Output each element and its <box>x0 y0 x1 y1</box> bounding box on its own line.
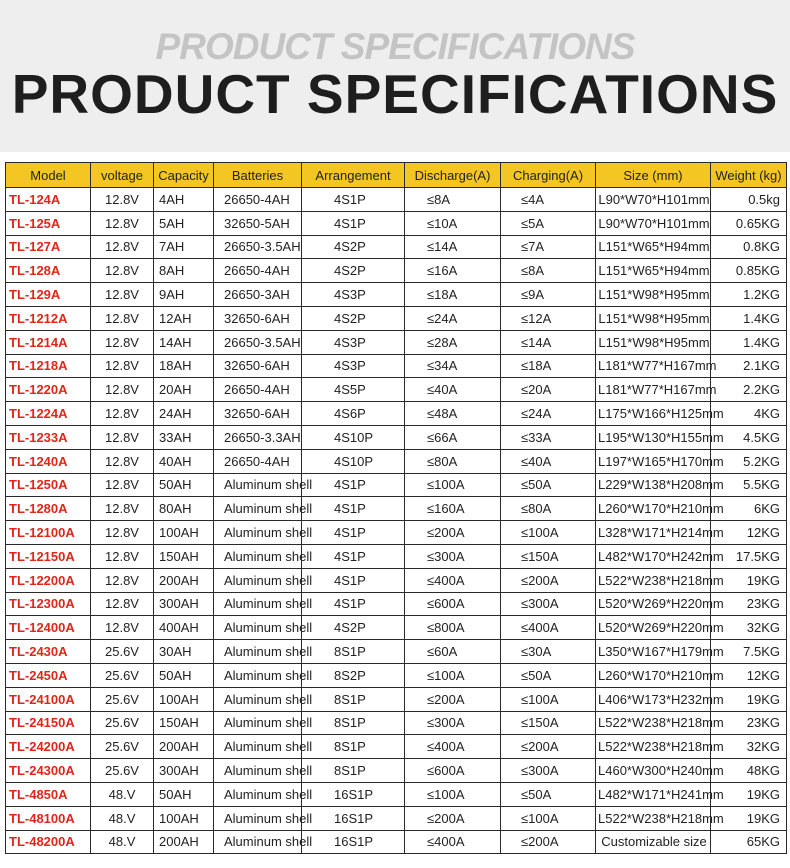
cell-batteries: Aluminum shell <box>214 735 302 759</box>
cell-discharge: ≤60A <box>405 640 501 664</box>
cell-voltage: 25.6V <box>91 663 154 687</box>
cell-charging: ≤300A <box>501 592 596 616</box>
cell-voltage: 12.8V <box>91 306 154 330</box>
cell-weight: 7.5KG <box>711 640 787 664</box>
cell-arrangement: 8S1P <box>302 735 405 759</box>
cell-capacity: 30AH <box>154 640 214 664</box>
table-row <box>6 735 787 759</box>
cell-voltage: 12.8V <box>91 211 154 235</box>
cell-discharge: ≤200A <box>405 687 501 711</box>
cell-size: L151*W98*H95mm <box>596 283 711 307</box>
column-header-arrangement: Arrangement <box>302 163 405 188</box>
cell-arrangement: 4S2P <box>302 616 405 640</box>
cell-weight: 0.8KG <box>711 235 787 259</box>
cell-arrangement: 4S5P <box>302 378 405 402</box>
table-row <box>6 687 787 711</box>
cell-model: TL-1214A <box>6 330 91 354</box>
cell-charging: ≤100A <box>501 806 596 830</box>
cell-voltage: 25.6V <box>91 687 154 711</box>
cell-capacity: 100AH <box>154 806 214 830</box>
cell-capacity: 300AH <box>154 592 214 616</box>
column-header-voltage: voltage <box>91 163 154 188</box>
table-row <box>6 211 787 235</box>
cell-size: Customizable size <box>596 830 711 854</box>
cell-size: L151*W65*H94mm <box>596 235 711 259</box>
cell-arrangement: 8S2P <box>302 663 405 687</box>
column-header-size: Size (mm) <box>596 163 711 188</box>
cell-model: TL-1233A <box>6 425 91 449</box>
cell-weight: 0.65KG <box>711 211 787 235</box>
cell-model: TL-124A <box>6 188 91 212</box>
cell-charging: ≤7A <box>501 235 596 259</box>
cell-capacity: 100AH <box>154 521 214 545</box>
cell-weight: 2.1KG <box>711 354 787 378</box>
cell-charging: ≤50A <box>501 782 596 806</box>
table-row <box>6 449 787 473</box>
column-header-capacity: Capacity <box>154 163 214 188</box>
cell-batteries: Aluminum shell <box>214 759 302 783</box>
cell-size: L260*W170*H210mm <box>596 663 711 687</box>
cell-arrangement: 4S10P <box>302 425 405 449</box>
table-row <box>6 188 787 212</box>
cell-discharge: ≤400A <box>405 568 501 592</box>
cell-batteries: Aluminum shell <box>214 663 302 687</box>
cell-size: L328*W171*H214mm <box>596 521 711 545</box>
cell-weight: 0.5kg <box>711 188 787 212</box>
cell-arrangement: 16S1P <box>302 830 405 854</box>
cell-discharge: ≤300A <box>405 544 501 568</box>
table-row <box>6 425 787 449</box>
cell-capacity: 300AH <box>154 759 214 783</box>
cell-arrangement: 4S1P <box>302 592 405 616</box>
cell-discharge: ≤100A <box>405 663 501 687</box>
cell-capacity: 200AH <box>154 830 214 854</box>
cell-weight: 19KG <box>711 568 787 592</box>
title-banner <box>0 0 790 152</box>
cell-discharge: ≤200A <box>405 521 501 545</box>
cell-discharge: ≤160A <box>405 497 501 521</box>
cell-charging: ≤9A <box>501 283 596 307</box>
cell-capacity: 24AH <box>154 402 214 426</box>
cell-arrangement: 4S1P <box>302 568 405 592</box>
cell-arrangement: 4S1P <box>302 473 405 497</box>
cell-discharge: ≤14A <box>405 235 501 259</box>
cell-size: L522*W238*H218mm <box>596 711 711 735</box>
table-row <box>6 283 787 307</box>
cell-model: TL-24100A <box>6 687 91 711</box>
cell-discharge: ≤400A <box>405 830 501 854</box>
cell-discharge: ≤300A <box>405 711 501 735</box>
cell-model: TL-1240A <box>6 449 91 473</box>
cell-size: L151*W98*H95mm <box>596 306 711 330</box>
cell-charging: ≤30A <box>501 640 596 664</box>
cell-voltage: 12.8V <box>91 616 154 640</box>
cell-batteries: Aluminum shell <box>214 616 302 640</box>
cell-arrangement: 4S2P <box>302 235 405 259</box>
cell-discharge: ≤24A <box>405 306 501 330</box>
cell-discharge: ≤18A <box>405 283 501 307</box>
cell-batteries: Aluminum shell <box>214 521 302 545</box>
cell-size: L260*W170*H210mm <box>596 497 711 521</box>
cell-discharge: ≤100A <box>405 782 501 806</box>
cell-voltage: 12.8V <box>91 378 154 402</box>
cell-weight: 0.85KG <box>711 259 787 283</box>
cell-charging: ≤18A <box>501 354 596 378</box>
cell-weight: 32KG <box>711 616 787 640</box>
cell-model: TL-12100A <box>6 521 91 545</box>
cell-weight: 5.2KG <box>711 449 787 473</box>
cell-arrangement: 16S1P <box>302 782 405 806</box>
cell-charging: ≤12A <box>501 306 596 330</box>
cell-model: TL-1218A <box>6 354 91 378</box>
cell-size: L151*W98*H95mm <box>596 330 711 354</box>
cell-model: TL-127A <box>6 235 91 259</box>
table-row <box>6 306 787 330</box>
cell-model: TL-2450A <box>6 663 91 687</box>
cell-batteries: 26650-3.5AH <box>214 235 302 259</box>
table-row <box>6 497 787 521</box>
cell-arrangement: 8S1P <box>302 687 405 711</box>
table-body <box>6 188 787 854</box>
cell-capacity: 150AH <box>154 544 214 568</box>
cell-size: L181*W77*H167mm <box>596 354 711 378</box>
cell-arrangement: 8S1P <box>302 711 405 735</box>
cell-size: L522*W238*H218mm <box>596 806 711 830</box>
cell-voltage: 12.8V <box>91 568 154 592</box>
cell-batteries: Aluminum shell <box>214 687 302 711</box>
cell-arrangement: 4S3P <box>302 330 405 354</box>
cell-weight: 23KG <box>711 592 787 616</box>
cell-charging: ≤40A <box>501 449 596 473</box>
cell-voltage: 12.8V <box>91 449 154 473</box>
cell-batteries: 26650-3AH <box>214 283 302 307</box>
cell-arrangement: 8S1P <box>302 640 405 664</box>
cell-model: TL-48100A <box>6 806 91 830</box>
cell-weight: 1.4KG <box>711 306 787 330</box>
cell-weight: 1.2KG <box>711 283 787 307</box>
cell-batteries: 26650-3.3AH <box>214 425 302 449</box>
cell-capacity: 200AH <box>154 735 214 759</box>
cell-weight: 4.5KG <box>711 425 787 449</box>
cell-capacity: 5AH <box>154 211 214 235</box>
table-row <box>6 402 787 426</box>
cell-batteries: Aluminum shell <box>214 640 302 664</box>
cell-arrangement: 4S1P <box>302 544 405 568</box>
cell-charging: ≤33A <box>501 425 596 449</box>
cell-model: TL-24200A <box>6 735 91 759</box>
cell-weight: 48KG <box>711 759 787 783</box>
cell-voltage: 12.8V <box>91 544 154 568</box>
cell-charging: ≤8A <box>501 259 596 283</box>
cell-model: TL-24300A <box>6 759 91 783</box>
cell-discharge: ≤48A <box>405 402 501 426</box>
table-row <box>6 235 787 259</box>
spec-table <box>5 162 787 854</box>
cell-arrangement: 4S2P <box>302 306 405 330</box>
cell-model: TL-12300A <box>6 592 91 616</box>
cell-discharge: ≤10A <box>405 211 501 235</box>
cell-discharge: ≤8A <box>405 188 501 212</box>
cell-capacity: 20AH <box>154 378 214 402</box>
cell-arrangement: 16S1P <box>302 806 405 830</box>
cell-model: TL-1280A <box>6 497 91 521</box>
cell-size: L195*W130*H155mm <box>596 425 711 449</box>
table-row <box>6 711 787 735</box>
cell-voltage: 48.V <box>91 830 154 854</box>
table-row <box>6 259 787 283</box>
cell-discharge: ≤40A <box>405 378 501 402</box>
cell-model: TL-24150A <box>6 711 91 735</box>
cell-charging: ≤100A <box>501 521 596 545</box>
cell-capacity: 400AH <box>154 616 214 640</box>
cell-discharge: ≤80A <box>405 449 501 473</box>
cell-model: TL-1224A <box>6 402 91 426</box>
cell-voltage: 12.8V <box>91 497 154 521</box>
cell-batteries: 26650-4AH <box>214 259 302 283</box>
cell-size: L460*W300*H240mm <box>596 759 711 783</box>
cell-batteries: Aluminum shell <box>214 711 302 735</box>
cell-weight: 12KG <box>711 521 787 545</box>
cell-model: TL-4850A <box>6 782 91 806</box>
cell-voltage: 25.6V <box>91 735 154 759</box>
cell-voltage: 48.V <box>91 782 154 806</box>
cell-size: L151*W65*H94mm <box>596 259 711 283</box>
table-row <box>6 378 787 402</box>
cell-model: TL-1250A <box>6 473 91 497</box>
cell-batteries: 32650-5AH <box>214 211 302 235</box>
cell-size: L175*W166*H125mm <box>596 402 711 426</box>
cell-voltage: 48.V <box>91 806 154 830</box>
cell-size: L197*W165*H170mm <box>596 449 711 473</box>
column-header-batteries: Batteries <box>214 163 302 188</box>
cell-voltage: 12.8V <box>91 188 154 212</box>
cell-capacity: 33AH <box>154 425 214 449</box>
cell-voltage: 12.8V <box>91 235 154 259</box>
table-header-row <box>6 163 787 188</box>
table-row <box>6 616 787 640</box>
cell-size: L350*W167*H179mm <box>596 640 711 664</box>
cell-charging: ≤50A <box>501 473 596 497</box>
cell-arrangement: 4S6P <box>302 402 405 426</box>
cell-batteries: Aluminum shell <box>214 497 302 521</box>
cell-arrangement: 8S1P <box>302 759 405 783</box>
ghost-title: PRODUCT SPECIFICATIONS <box>155 26 635 67</box>
cell-size: L520*W269*H220mm <box>596 616 711 640</box>
cell-discharge: ≤400A <box>405 735 501 759</box>
cell-voltage: 12.8V <box>91 283 154 307</box>
cell-capacity: 8AH <box>154 259 214 283</box>
cell-discharge: ≤16A <box>405 259 501 283</box>
cell-arrangement: 4S2P <box>302 259 405 283</box>
cell-charging: ≤4A <box>501 188 596 212</box>
cell-batteries: 26650-4AH <box>214 188 302 212</box>
cell-batteries: 32650-6AH <box>214 306 302 330</box>
cell-voltage: 12.8V <box>91 521 154 545</box>
cell-size: L181*W77*H167mm <box>596 378 711 402</box>
table-row <box>6 782 787 806</box>
cell-charging: ≤400A <box>501 616 596 640</box>
column-header-discharge: Discharge(A) <box>405 163 501 188</box>
cell-capacity: 150AH <box>154 711 214 735</box>
cell-weight: 19KG <box>711 687 787 711</box>
cell-charging: ≤300A <box>501 759 596 783</box>
cell-model: TL-125A <box>6 211 91 235</box>
cell-weight: 23KG <box>711 711 787 735</box>
table-row <box>6 830 787 854</box>
cell-size: L522*W238*H218mm <box>596 568 711 592</box>
cell-model: TL-48200A <box>6 830 91 854</box>
cell-weight: 17.5KG <box>711 544 787 568</box>
cell-charging: ≤24A <box>501 402 596 426</box>
cell-discharge: ≤28A <box>405 330 501 354</box>
cell-capacity: 14AH <box>154 330 214 354</box>
cell-capacity: 100AH <box>154 687 214 711</box>
cell-capacity: 80AH <box>154 497 214 521</box>
table-row <box>6 354 787 378</box>
cell-charging: ≤200A <box>501 735 596 759</box>
cell-capacity: 9AH <box>154 283 214 307</box>
cell-arrangement: 4S1P <box>302 497 405 521</box>
table-row <box>6 521 787 545</box>
cell-model: TL-1220A <box>6 378 91 402</box>
cell-weight: 65KG <box>711 830 787 854</box>
spec-table-container <box>5 162 786 854</box>
column-header-weight: Weight (kg) <box>711 163 787 188</box>
cell-model: TL-1212A <box>6 306 91 330</box>
cell-weight: 4KG <box>711 402 787 426</box>
table-row <box>6 544 787 568</box>
cell-size: L90*W70*H101mm <box>596 211 711 235</box>
cell-model: TL-12200A <box>6 568 91 592</box>
column-header-charging: Charging(A) <box>501 163 596 188</box>
cell-weight: 32KG <box>711 735 787 759</box>
table-row <box>6 568 787 592</box>
table-row <box>6 473 787 497</box>
cell-discharge: ≤100A <box>405 473 501 497</box>
cell-discharge: ≤34A <box>405 354 501 378</box>
cell-voltage: 12.8V <box>91 473 154 497</box>
cell-size: L522*W238*H218mm <box>596 735 711 759</box>
cell-charging: ≤150A <box>501 711 596 735</box>
cell-voltage: 12.8V <box>91 592 154 616</box>
cell-batteries: Aluminum shell <box>214 806 302 830</box>
cell-capacity: 200AH <box>154 568 214 592</box>
cell-weight: 2.2KG <box>711 378 787 402</box>
cell-batteries: 26650-4AH <box>214 378 302 402</box>
table-row <box>6 330 787 354</box>
cell-batteries: Aluminum shell <box>214 544 302 568</box>
cell-weight: 1.4KG <box>711 330 787 354</box>
cell-model: TL-2430A <box>6 640 91 664</box>
cell-batteries: 32650-6AH <box>214 354 302 378</box>
cell-voltage: 25.6V <box>91 759 154 783</box>
cell-arrangement: 4S1P <box>302 211 405 235</box>
cell-charging: ≤80A <box>501 497 596 521</box>
cell-capacity: 18AH <box>154 354 214 378</box>
table-row <box>6 806 787 830</box>
cell-weight: 6KG <box>711 497 787 521</box>
cell-charging: ≤100A <box>501 687 596 711</box>
cell-weight: 5.5KG <box>711 473 787 497</box>
cell-batteries: 32650-6AH <box>214 402 302 426</box>
cell-batteries: Aluminum shell <box>214 830 302 854</box>
cell-charging: ≤50A <box>501 663 596 687</box>
cell-capacity: 50AH <box>154 782 214 806</box>
cell-charging: ≤200A <box>501 830 596 854</box>
cell-voltage: 12.8V <box>91 425 154 449</box>
cell-batteries: Aluminum shell <box>214 473 302 497</box>
cell-model: TL-12400A <box>6 616 91 640</box>
cell-arrangement: 4S10P <box>302 449 405 473</box>
cell-capacity: 12AH <box>154 306 214 330</box>
cell-batteries: Aluminum shell <box>214 592 302 616</box>
cell-batteries: 26650-3.5AH <box>214 330 302 354</box>
table-row <box>6 640 787 664</box>
cell-batteries: Aluminum shell <box>214 568 302 592</box>
cell-batteries: Aluminum shell <box>214 782 302 806</box>
cell-discharge: ≤600A <box>405 759 501 783</box>
cell-capacity: 40AH <box>154 449 214 473</box>
cell-capacity: 50AH <box>154 473 214 497</box>
cell-size: L90*W70*H101mm <box>596 188 711 212</box>
cell-size: L482*W170*H242mm <box>596 544 711 568</box>
cell-discharge: ≤800A <box>405 616 501 640</box>
cell-size: L229*W138*H208mm <box>596 473 711 497</box>
cell-model: TL-128A <box>6 259 91 283</box>
cell-discharge: ≤66A <box>405 425 501 449</box>
cell-capacity: 4AH <box>154 188 214 212</box>
cell-size: L520*W269*H220mm <box>596 592 711 616</box>
cell-arrangement: 4S3P <box>302 283 405 307</box>
cell-capacity: 7AH <box>154 235 214 259</box>
cell-arrangement: 4S1P <box>302 521 405 545</box>
cell-weight: 19KG <box>711 782 787 806</box>
column-header-model: Model <box>6 163 91 188</box>
cell-model: TL-129A <box>6 283 91 307</box>
cell-arrangement: 4S3P <box>302 354 405 378</box>
cell-batteries: 26650-4AH <box>214 449 302 473</box>
cell-charging: ≤200A <box>501 568 596 592</box>
cell-voltage: 12.8V <box>91 330 154 354</box>
cell-charging: ≤5A <box>501 211 596 235</box>
cell-voltage: 25.6V <box>91 711 154 735</box>
cell-discharge: ≤600A <box>405 592 501 616</box>
cell-charging: ≤14A <box>501 330 596 354</box>
cell-voltage: 25.6V <box>91 640 154 664</box>
table-row <box>6 663 787 687</box>
cell-charging: ≤150A <box>501 544 596 568</box>
cell-voltage: 12.8V <box>91 402 154 426</box>
cell-weight: 12KG <box>711 663 787 687</box>
cell-charging: ≤20A <box>501 378 596 402</box>
cell-size: L482*W171*H241mm <box>596 782 711 806</box>
cell-voltage: 12.8V <box>91 354 154 378</box>
cell-model: TL-12150A <box>6 544 91 568</box>
cell-weight: 19KG <box>711 806 787 830</box>
cell-discharge: ≤200A <box>405 806 501 830</box>
table-row <box>6 759 787 783</box>
cell-capacity: 50AH <box>154 663 214 687</box>
cell-size: L406*W173*H232mm <box>596 687 711 711</box>
cell-arrangement: 4S1P <box>302 188 405 212</box>
cell-voltage: 12.8V <box>91 259 154 283</box>
page-title: PRODUCT SPECIFICATIONS <box>11 63 779 125</box>
table-row <box>6 592 787 616</box>
